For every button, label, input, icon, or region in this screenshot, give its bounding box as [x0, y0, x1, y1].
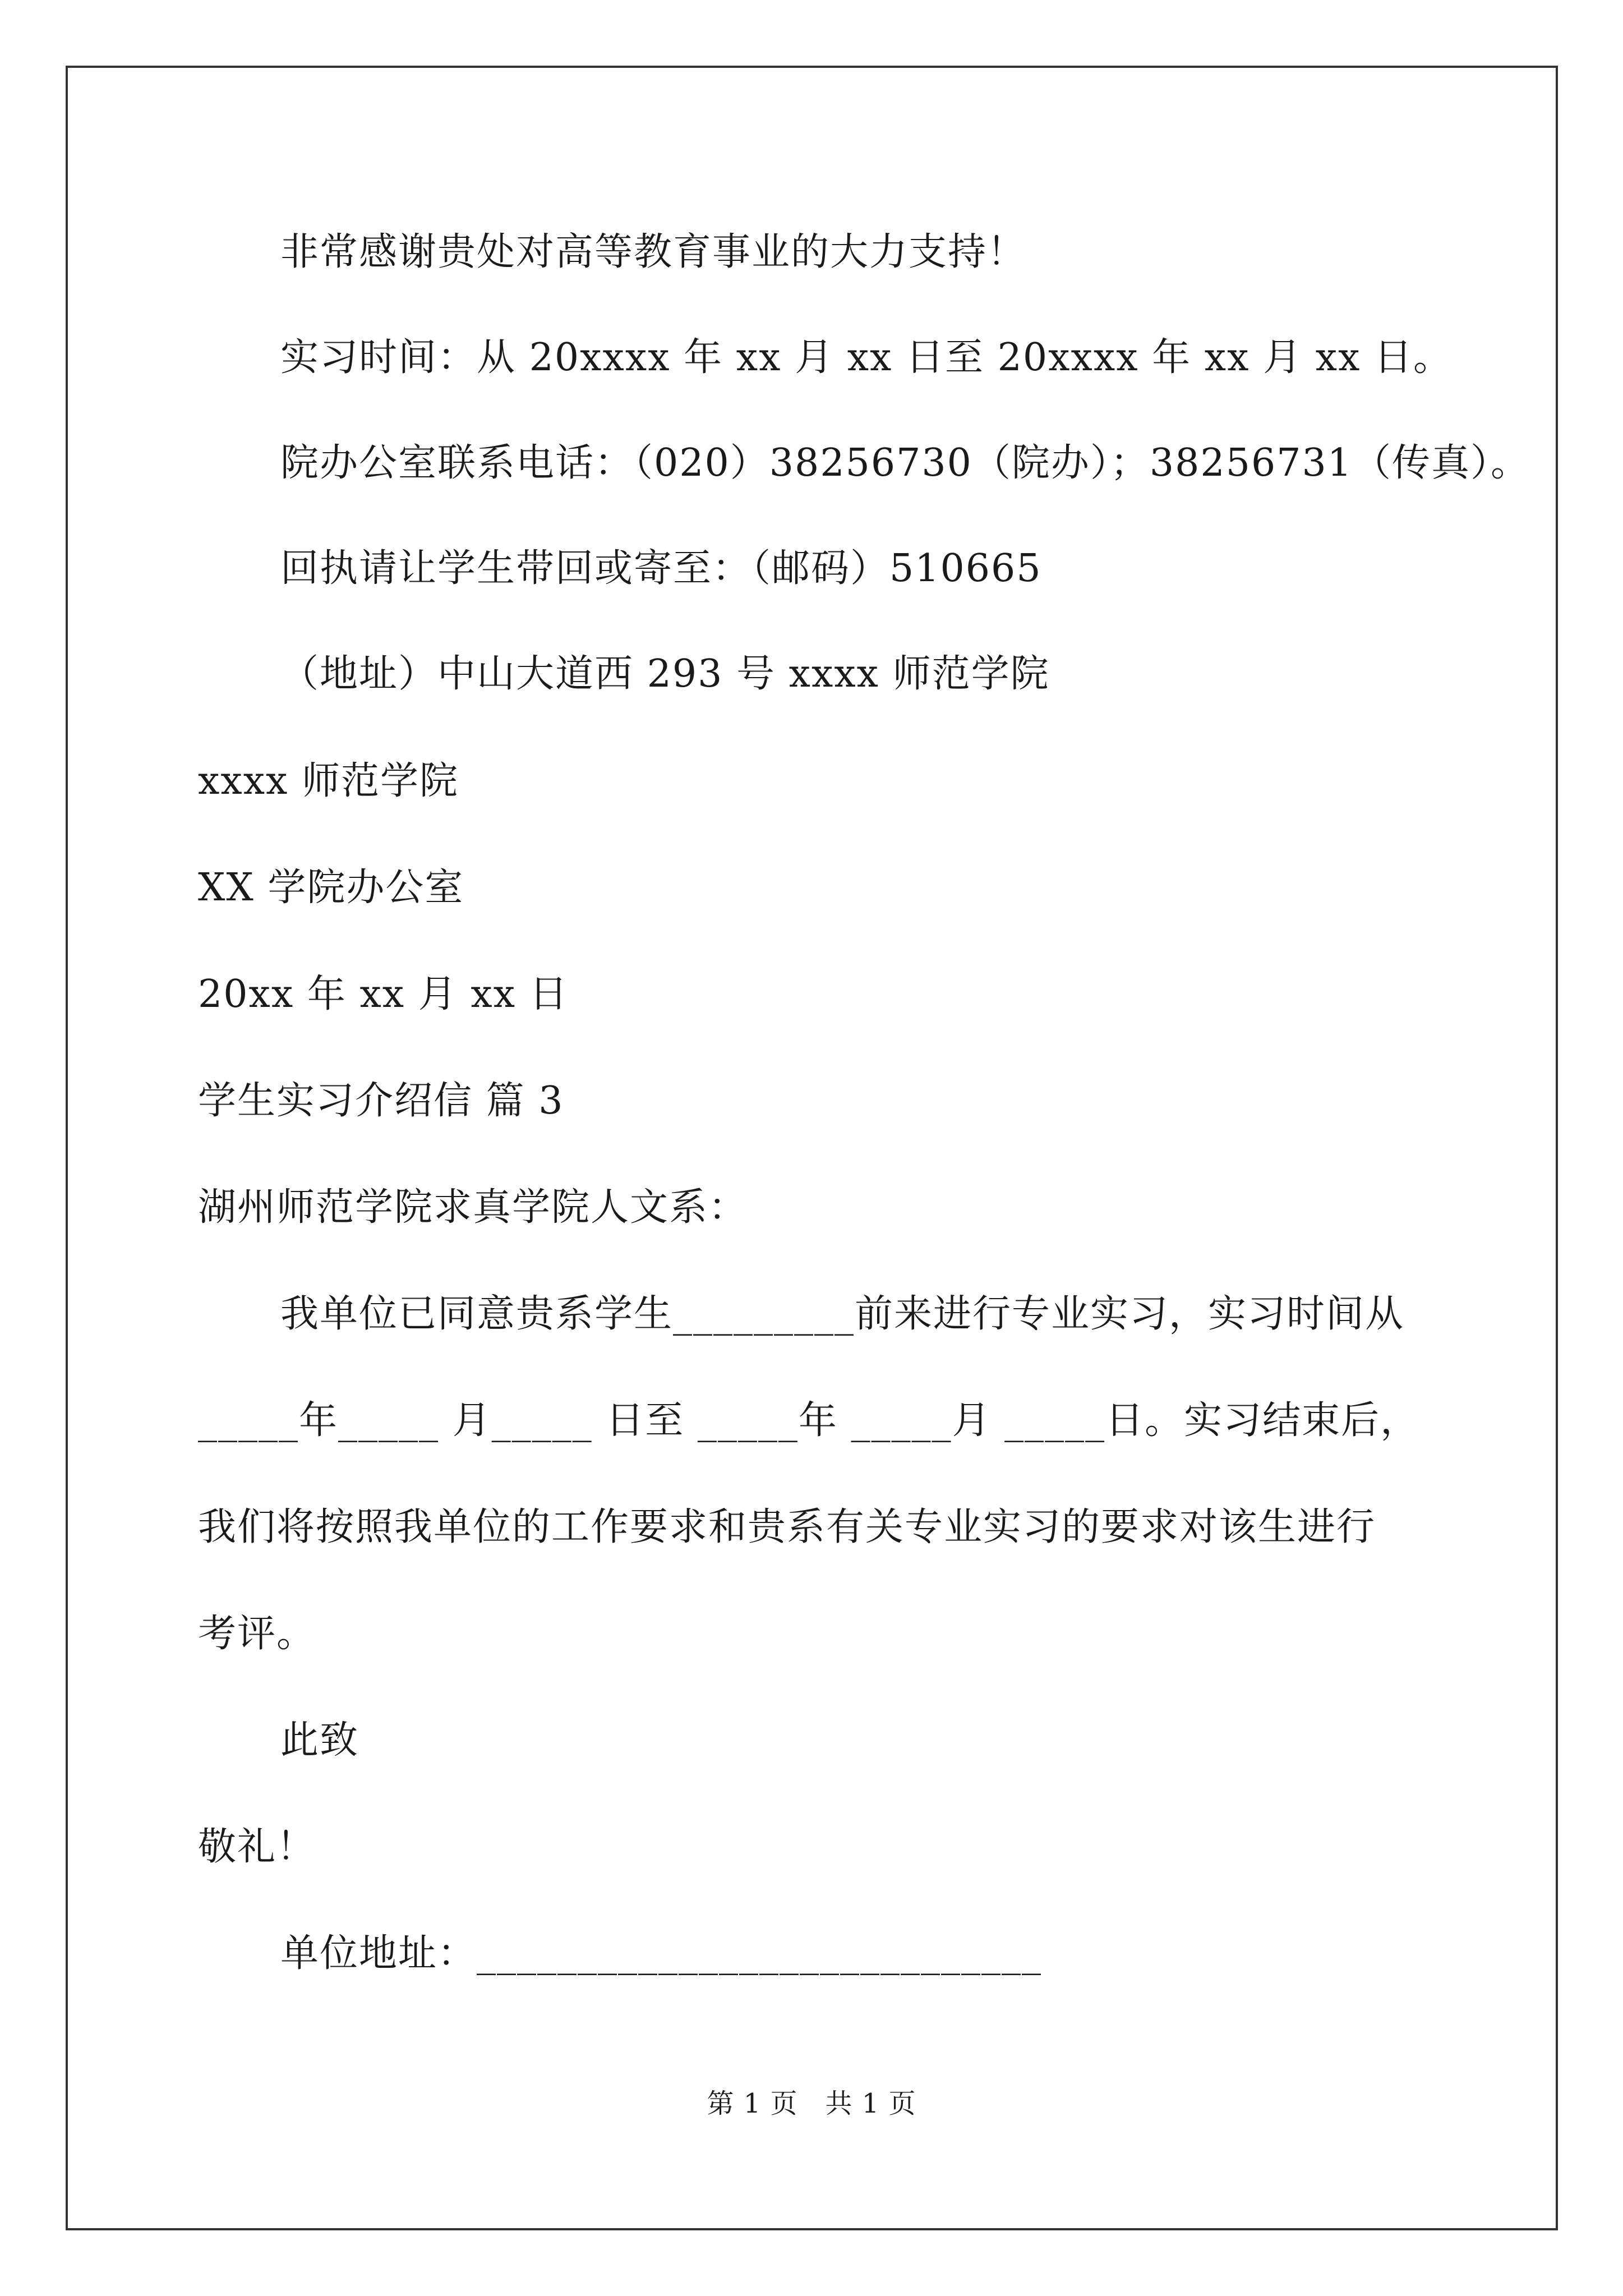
- text-line-address: （地址）中山大道西 293 号 xxxx 师范学院: [280, 652, 1050, 696]
- text-line-body-4: 考评。: [198, 1612, 316, 1656]
- text-line-body-3: 我们将按照我单位的工作要求和贵系有关专业实习的要求对该生进行: [198, 1505, 1376, 1549]
- text-line-return-postcode: 回执请让学生带回或寄至：（邮码）510665: [280, 546, 1042, 591]
- text-line-salutation: 敬礼！: [198, 1825, 316, 1869]
- text-line-internship-time: 实习时间：从 20xxxx 年 xx 月 xx 日至 20xxxx 年 xx 月 xx 日。: [280, 335, 1453, 380]
- text-line-date: 20xx 年 xx 月 xx 日: [198, 972, 569, 1016]
- text-line-body-2: _____年_____ 月_____ 日至 _____年 _____月 _____日。实习结束后，: [198, 1398, 1420, 1443]
- text-line-body-1: 我单位已同意贵系学生_________前来进行专业实习，实习时间从: [280, 1292, 1405, 1336]
- text-line-unit-address: 单位地址：____________________________: [280, 1931, 1043, 1976]
- text-line-office-phone: 院办公室联系电话：（020）38256730（院办）；38256731（传真）。: [280, 441, 1530, 485]
- text-line-closing: 此致: [280, 1718, 359, 1763]
- section-heading: 学生实习介绍信 篇 3: [198, 1079, 564, 1123]
- text-line-recipient: 湖州师范学院求真学院人文系：: [198, 1185, 748, 1230]
- text-line-thanks: 非常感谢贵处对高等教育事业的大力支持！: [280, 230, 1027, 274]
- page-footer: 第 1 页 共 1 页: [707, 2088, 916, 2119]
- text-line-office-name: XX 学院办公室: [198, 866, 464, 910]
- page-border: [66, 66, 1558, 2230]
- text-line-college-name: xxxx 师范学院: [198, 759, 459, 803]
